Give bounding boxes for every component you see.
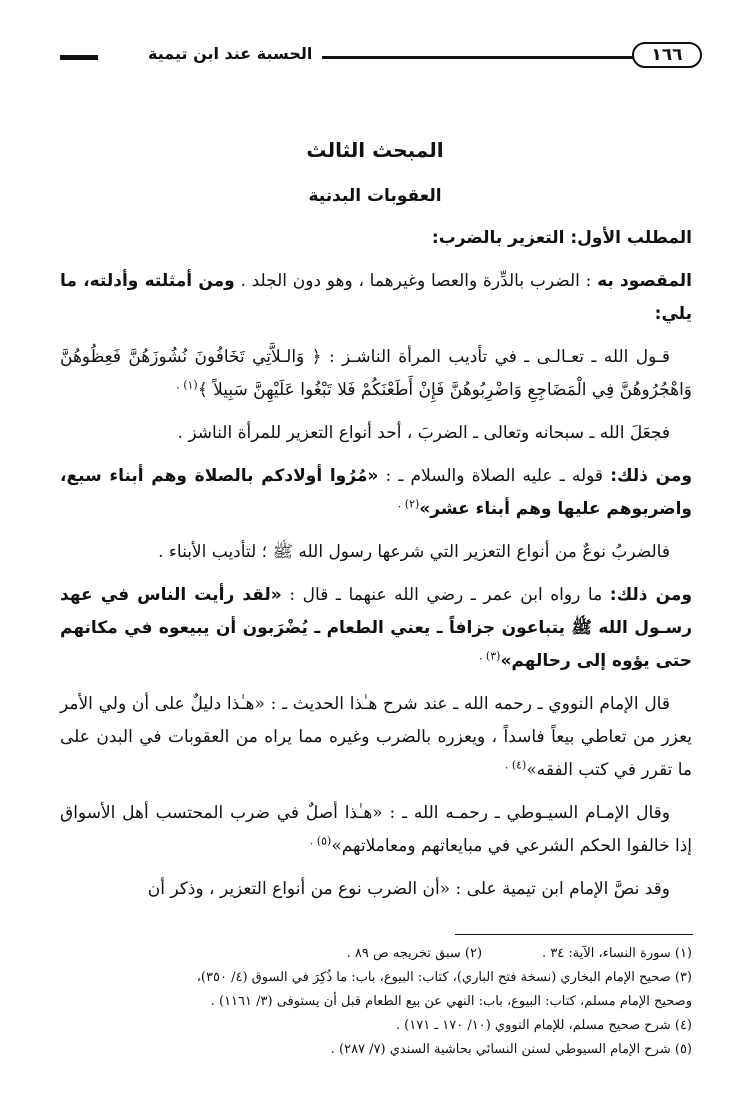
page-number: ١٦٦ — [632, 42, 702, 68]
ibn-taymiyya-text: وقد نصَّ الإمام ابن تيمية على : «أن الضرب نوع من أنواع التعزير ، وذكر أن — [147, 879, 670, 899]
definition-label: المقصود به — [597, 271, 692, 291]
explanation-2-text: فالضربُ نوعٌ من أنواع التعزير التي شرعها رسول الله ﷺ ؛ لتأديب الأبناء . — [158, 542, 670, 562]
footnote-ref-1: (١) . — [176, 378, 198, 392]
definition-tail: ومن أمثلته وأدلته، ما يلي: — [60, 271, 692, 324]
chapter-heading: المبحث الثالث — [306, 138, 444, 162]
footnote-ref-3: (٣) . — [478, 649, 501, 663]
explanation-1-text: فجعَلَ الله ـ سبحانه وتعالى ـ الضربَ ، أحد أنواع التعزير للمرأة الناشز . — [177, 423, 670, 443]
hadith-1-label: ومن ذلك: — [610, 466, 693, 486]
paragraph-hadith-2 — [60, 579, 692, 678]
nawawi-text: قال الإمام النووي ـ رحمه الله ـ عند شرح هـٰذا الحديث ـ : «هـٰذا دليلٌ على أن ولي الأمر يعزر من تعاطي بيعاً فاسداً ، ويعزره بالضرب وغيره مما يراه من العقوبات في البدن على ما تقرر في كتب الفقه» — [60, 694, 692, 780]
running-header — [60, 40, 690, 76]
paragraph-suyuti — [60, 797, 692, 863]
subsection-title — [60, 222, 692, 255]
footnote-2: (٢) سبق تخريجه ص ٨٩ . — [346, 946, 483, 961]
paragraph-definition — [60, 265, 692, 331]
header-rule-left — [60, 55, 98, 60]
footnote-4: (٤) شرح صحيح مسلم، للإمام النووي (١٠/ ١٧٠ ـ ١٧١) . — [395, 1018, 692, 1033]
paragraph-ibn-taymiyya — [60, 873, 692, 906]
subsection-title-text: المطلب الأول: التعزير بالضرب: — [431, 228, 692, 248]
suyuti-text: وقال الإمـام السيـوطي ـ رحمـه الله ـ : «هـٰذا أصلٌ في ضرب المحتسب أهل الأسواق إذا خالفوا الحكم الشرعي في مبايعاتهم ومعاملاتهم» — [60, 803, 692, 856]
footnote-ref-5: (٥) . — [309, 834, 332, 848]
running-title: الحسبة عند ابن تيمية — [148, 44, 313, 63]
footnote-1: (١) سورة النساء، الآية: ٣٤ . — [542, 946, 692, 961]
paragraph-hadith-1 — [60, 460, 692, 526]
paragraph-explanation-1 — [60, 417, 692, 450]
header-rule — [322, 56, 634, 59]
hadith-2-label: ومن ذلك: — [609, 585, 693, 605]
paragraph-quran — [60, 341, 692, 407]
hadith-1-intro: قوله ـ عليه الصلاة والسلام ـ : — [385, 466, 604, 486]
footnote-separator — [455, 934, 693, 935]
footnote-row-1 — [60, 942, 692, 966]
footnote-3: (٣) صحيح الإمام البخاري (نسخة فتح الباري)، كتاب: البيوع، باب: ما ذُكِرَ في السوق (٤/ ٣٥٠)، — [196, 970, 692, 985]
hadith-2-intro: ما رواه ابن عمر ـ رضي الله عنهما ـ قال : — [289, 585, 603, 605]
paragraph-explanation-2 — [60, 536, 692, 569]
definition-text: : الضرب بالدِّرة والعصا وغيرهما ، وهو دون الجلد . — [240, 271, 592, 291]
quran-verse: قـول الله ـ تعـالـى ـ في تأديب المرأة الناشـز : ﴿ وَالـلاَّتِي تَخَافُونَ نُشُوزَهُنَّ فَعِظُوهُنَّ وَاهْجُرُوهُنَّ فِي الْمَضَاجِعِ وَاضْرِبُوهُنَّ فَإِنْ أَطَعْنَكُمْ فَلا تَبْغُوا عَلَيْهِنَّ سَبِيلاً ﴾ — [60, 347, 692, 400]
footnote-3-continued: وصحيح الإمام مسلم، كتاب: البيوع، باب: النهي عن بيع الطعام قبل أن يستوفى (٣/ ١١٦١) . — [210, 994, 692, 1009]
hadith-2-quote: «لقد رأيت الناس في عهد رسـول الله ﷺ يتباعون جزافاً ـ يعني الطعام ـ يُضْرَبون أن يبيعوه في مكانهم حتى يؤوه إلى رحالهم» — [60, 585, 692, 671]
hadith-1-quote: «مُرُوا أولادكم بالصلاة وهم أبناء سبع، واضربوهم عليها وهم أبناء عشر» — [60, 466, 692, 519]
body-text — [60, 222, 692, 916]
section-subtitle: العقوبات البدنية — [308, 186, 442, 206]
footnote-ref-2: (٢) . — [397, 497, 420, 511]
footnotes — [60, 942, 692, 1062]
footnote-5: (٥) شرح الإمام السيوطي لسنن النسائي بحاشية السندي (٧/ ٢٨٧) . — [330, 1042, 692, 1057]
paragraph-nawawi — [60, 688, 692, 787]
footnote-ref-4: (٤) . — [504, 758, 527, 772]
